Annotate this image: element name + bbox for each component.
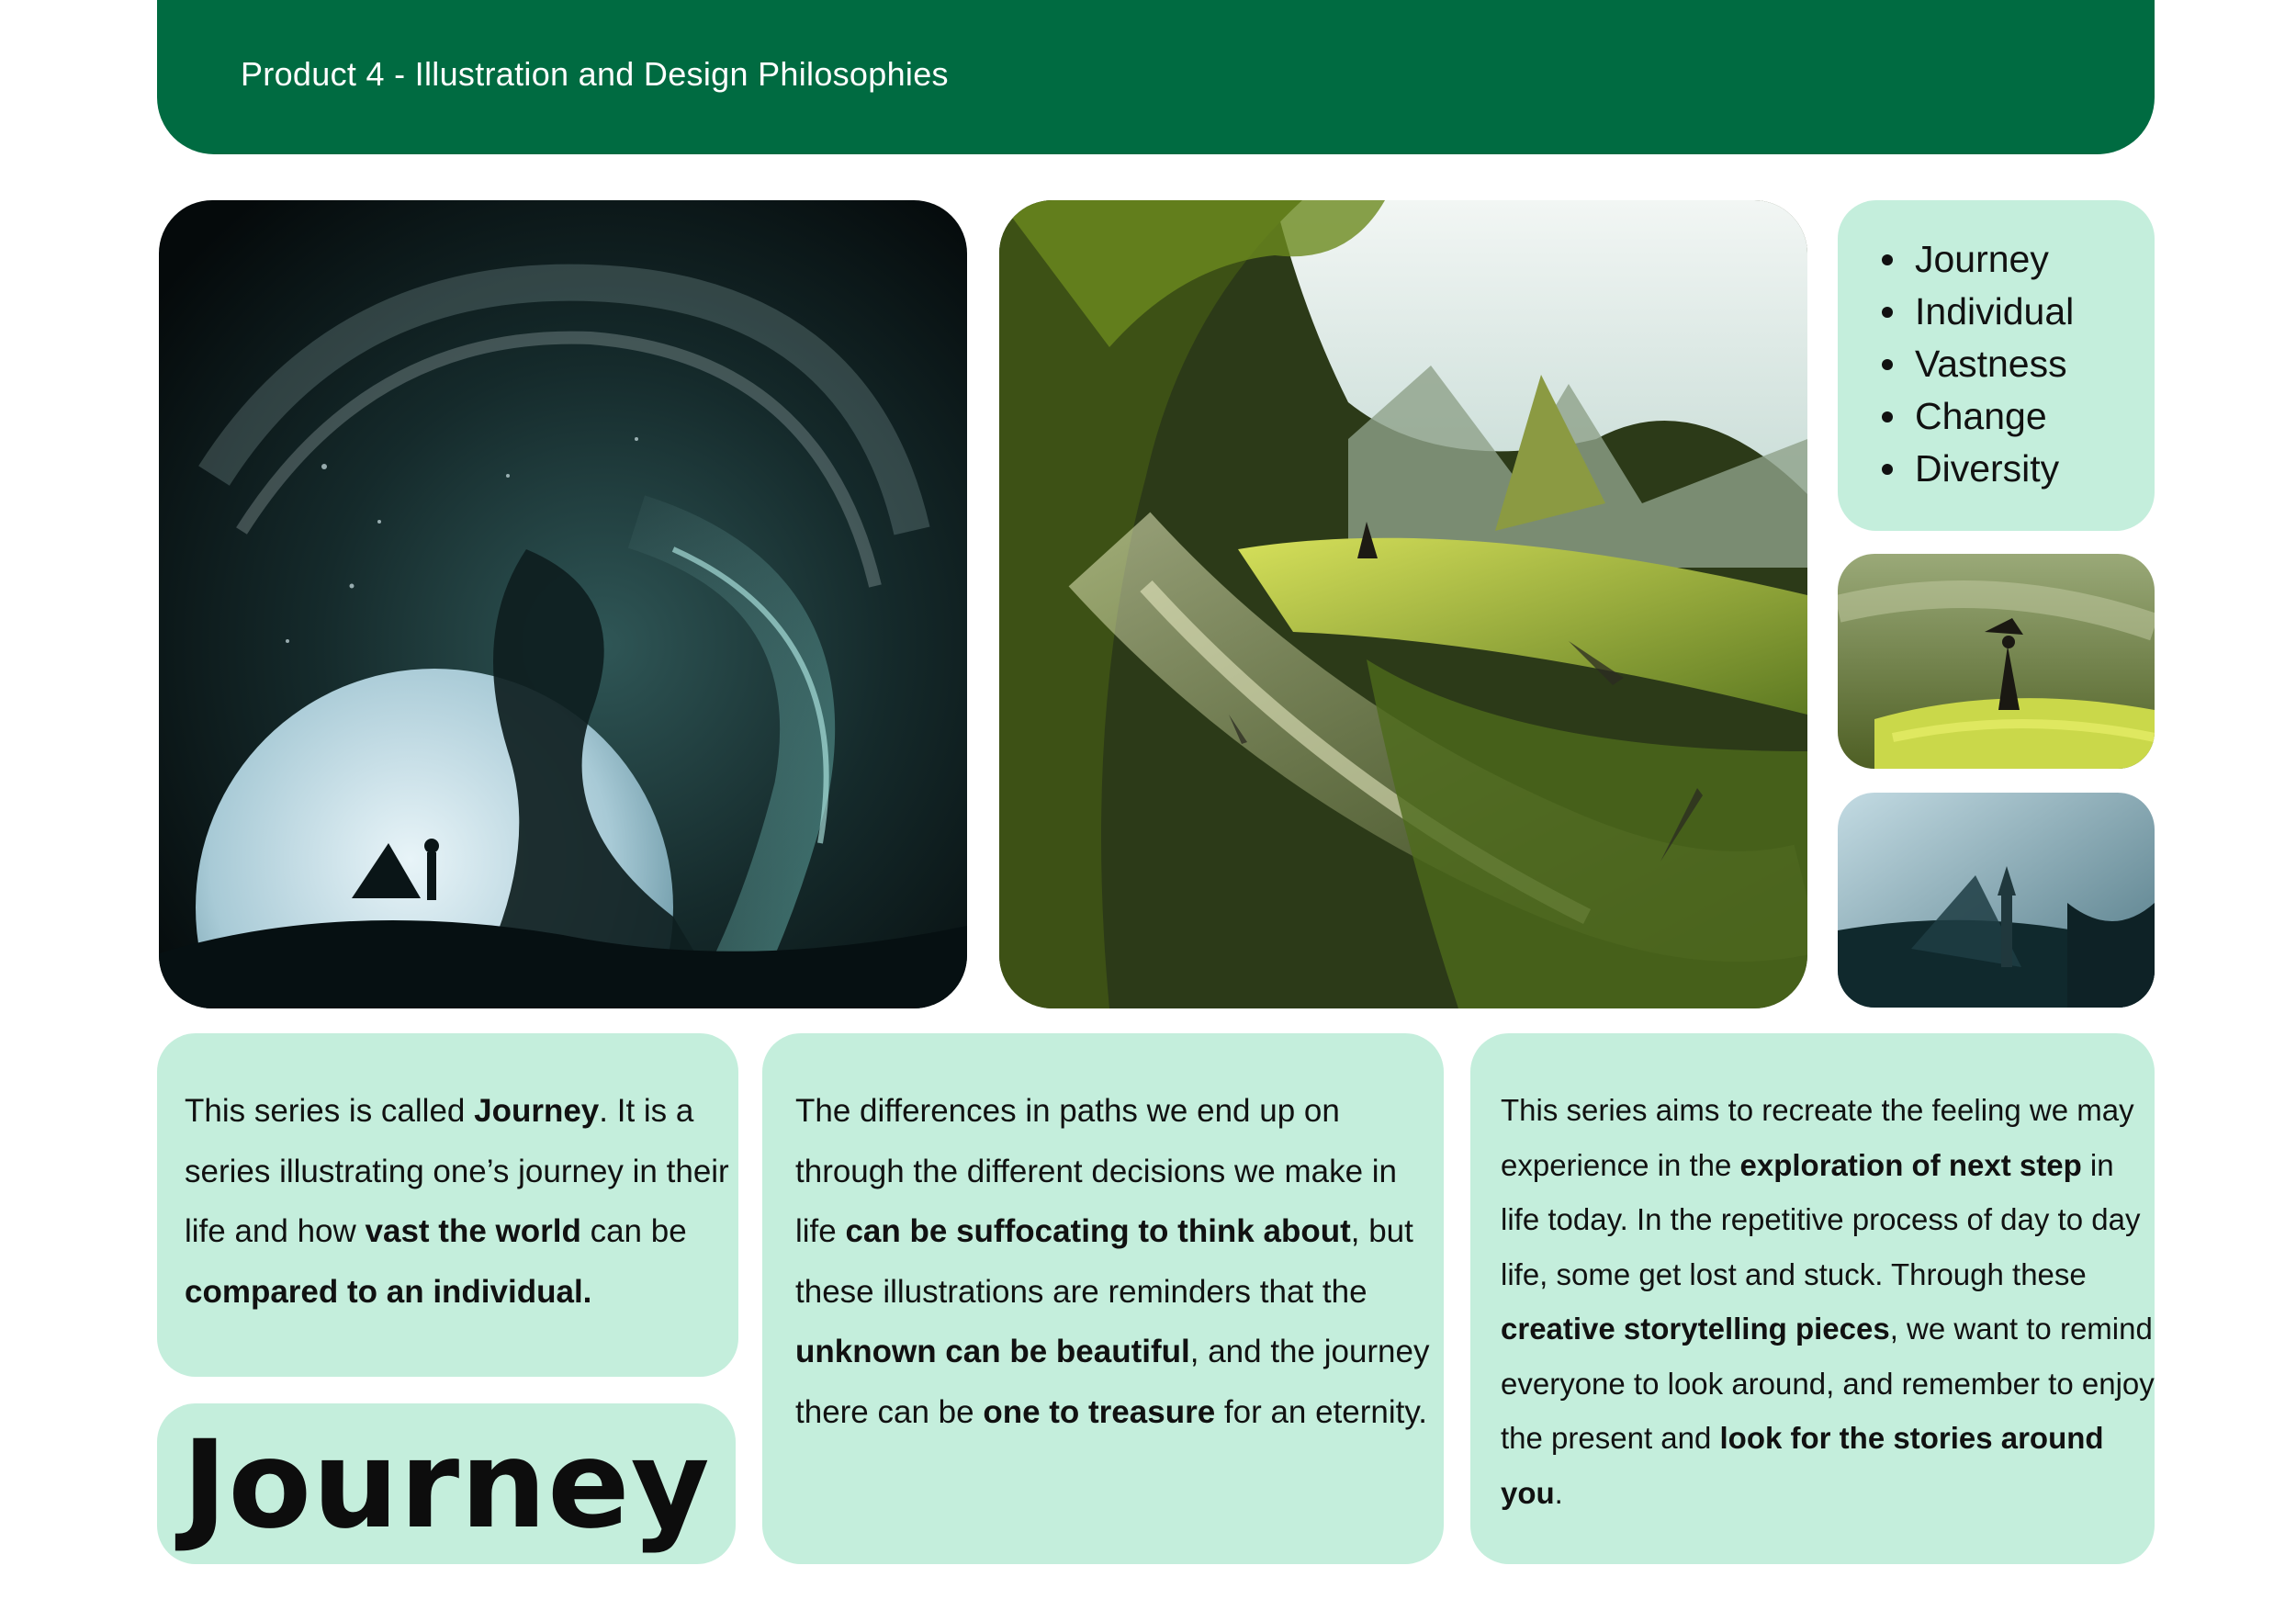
thumbnail-figure-moonlight [1838, 793, 2155, 1008]
keyword-item: Change [1882, 390, 2155, 443]
description-card-intro [157, 1033, 738, 1377]
keyword-item: Vastness [1882, 338, 2155, 390]
description-card-aims [1470, 1033, 2155, 1564]
series-title-card [157, 1403, 736, 1564]
description-card-paths [762, 1033, 1444, 1564]
thumbnail-figure-on-hill [1838, 554, 2155, 769]
illustration-moon-cave [159, 200, 967, 1008]
aims-paragraph: This series aims to recreate the feeling we may experience in the exploration of next step in life today. In the repetitive process of day to day life, some get lost and stuck. Through these creative storytelling pieces, we want to remind everyone to look around, and remember to enjoy the present and look for the stories around you. [1501, 1093, 2155, 1510]
keyword-item: Individual [1882, 286, 2155, 338]
keyword-item: Diversity [1882, 443, 2155, 495]
header-bar [157, 0, 2155, 154]
keywords-card [1838, 200, 2155, 531]
keywords-list [1882, 233, 2155, 495]
series-title: Journey [182, 1414, 711, 1556]
page-title: Product 4 - Illustration and Design Philosophies [241, 55, 949, 93]
paths-paragraph: The differences in paths we end up on through the different decisions we make in life can be suffocating to think about, but these illustrations are reminders that the unknown can be beautiful, and the journey there can be one to treasure for an eternity. [795, 1093, 1430, 1430]
intro-paragraph: This series is called Journey. It is a series illustrating one’s journey in their life and how vast the world can be compared to an individual. [185, 1093, 729, 1310]
illustration-green-valley [999, 200, 1807, 1008]
keyword-item: Journey [1882, 233, 2155, 286]
